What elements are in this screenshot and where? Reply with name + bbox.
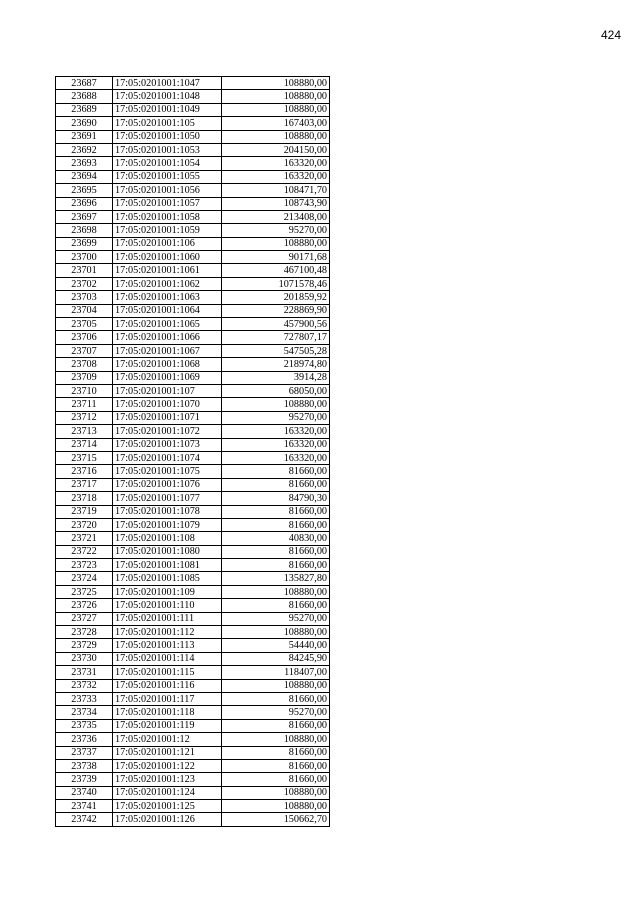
table-row bbox=[56, 304, 330, 317]
table-row bbox=[56, 532, 330, 545]
row-number-cell: 23708 bbox=[56, 358, 113, 371]
row-number-cell: 23693 bbox=[56, 157, 113, 170]
row-number-cell: 23692 bbox=[56, 143, 113, 156]
cadastral-number-cell: 17:05:0201001:117 bbox=[113, 692, 222, 705]
cadastral-number-cell: 17:05:0201001:107 bbox=[113, 384, 222, 397]
table-row bbox=[56, 773, 330, 786]
cadastral-value-cell: 81660,00 bbox=[222, 478, 330, 491]
cadastral-value-cell: 167403,00 bbox=[222, 117, 330, 130]
cadastral-value-cell: 108880,00 bbox=[222, 800, 330, 813]
cadastral-value-cell: 108880,00 bbox=[222, 733, 330, 746]
row-number-cell: 23742 bbox=[56, 813, 113, 826]
cadastral-number-cell: 17:05:0201001:1063 bbox=[113, 291, 222, 304]
table-body bbox=[56, 77, 330, 827]
cadastral-number-cell: 17:05:0201001:111 bbox=[113, 612, 222, 625]
cadastral-number-cell: 17:05:0201001:1061 bbox=[113, 264, 222, 277]
cadastral-number-cell: 17:05:0201001:110 bbox=[113, 599, 222, 612]
cadastral-value-cell: 3914,28 bbox=[222, 371, 330, 384]
cadastral-value-cell: 228869,90 bbox=[222, 304, 330, 317]
table-row bbox=[56, 170, 330, 183]
table-row bbox=[56, 197, 330, 210]
cadastral-number-cell: 17:05:0201001:118 bbox=[113, 706, 222, 719]
cadastral-number-cell: 17:05:0201001:115 bbox=[113, 666, 222, 679]
table-row bbox=[56, 612, 330, 625]
row-number-cell: 23705 bbox=[56, 318, 113, 331]
cadastral-number-cell: 17:05:0201001:1053 bbox=[113, 143, 222, 156]
row-number-cell: 23733 bbox=[56, 692, 113, 705]
cadastral-value-cell: 81660,00 bbox=[222, 559, 330, 572]
row-number-cell: 23703 bbox=[56, 291, 113, 304]
cadastral-number-cell: 17:05:0201001:116 bbox=[113, 679, 222, 692]
cadastral-value-cell: 84245,90 bbox=[222, 652, 330, 665]
table-row bbox=[56, 224, 330, 237]
row-number-cell: 23710 bbox=[56, 384, 113, 397]
row-number-cell: 23724 bbox=[56, 572, 113, 585]
cadastral-number-cell: 17:05:0201001:1054 bbox=[113, 157, 222, 170]
cadastral-value-cell: 218974,80 bbox=[222, 358, 330, 371]
row-number-cell: 23706 bbox=[56, 331, 113, 344]
row-number-cell: 23701 bbox=[56, 264, 113, 277]
row-number-cell: 23707 bbox=[56, 344, 113, 357]
table-row bbox=[56, 371, 330, 384]
cadastral-value-cell: 40830,00 bbox=[222, 532, 330, 545]
cadastral-value-cell: 163320,00 bbox=[222, 170, 330, 183]
cadastral-value-cell: 84790,30 bbox=[222, 492, 330, 505]
row-number-cell: 23716 bbox=[56, 465, 113, 478]
table-row bbox=[56, 344, 330, 357]
cadastral-number-cell: 17:05:0201001:1060 bbox=[113, 251, 222, 264]
row-number-cell: 23727 bbox=[56, 612, 113, 625]
cadastral-value-cell: 81660,00 bbox=[222, 599, 330, 612]
cadastral-value-cell: 163320,00 bbox=[222, 438, 330, 451]
cadastral-value-cell: 163320,00 bbox=[222, 157, 330, 170]
table-row bbox=[56, 465, 330, 478]
cadastral-number-cell: 17:05:0201001:106 bbox=[113, 237, 222, 250]
cadastral-number-cell: 17:05:0201001:121 bbox=[113, 746, 222, 759]
cadastral-value-cell: 108880,00 bbox=[222, 786, 330, 799]
cadastral-value-cell: 108880,00 bbox=[222, 237, 330, 250]
cadastral-value-cell: 108880,00 bbox=[222, 585, 330, 598]
cadastral-value-cell: 90171,68 bbox=[222, 251, 330, 264]
table-row bbox=[56, 157, 330, 170]
cadastral-number-cell: 17:05:0201001:126 bbox=[113, 813, 222, 826]
table-row bbox=[56, 759, 330, 772]
row-number-cell: 23729 bbox=[56, 639, 113, 652]
cadastral-value-cell: 68050,00 bbox=[222, 384, 330, 397]
cadastral-number-cell: 17:05:0201001:1080 bbox=[113, 545, 222, 558]
table-row bbox=[56, 438, 330, 451]
table-row bbox=[56, 291, 330, 304]
cadastral-number-cell: 17:05:0201001:1047 bbox=[113, 77, 222, 90]
cadastral-value-cell: 81660,00 bbox=[222, 759, 330, 772]
cadastral-value-cell: 547505,28 bbox=[222, 344, 330, 357]
row-number-cell: 23734 bbox=[56, 706, 113, 719]
table-row bbox=[56, 666, 330, 679]
cadastral-value-cell: 150662,70 bbox=[222, 813, 330, 826]
cadastral-number-cell: 17:05:0201001:1076 bbox=[113, 478, 222, 491]
table-row bbox=[56, 77, 330, 90]
cadastral-value-cell: 135827,80 bbox=[222, 572, 330, 585]
cadastral-number-cell: 17:05:0201001:1056 bbox=[113, 184, 222, 197]
table-row bbox=[56, 692, 330, 705]
table-row bbox=[56, 719, 330, 732]
table-row bbox=[56, 599, 330, 612]
table-row bbox=[56, 264, 330, 277]
row-number-cell: 23696 bbox=[56, 197, 113, 210]
table-row bbox=[56, 652, 330, 665]
table-row bbox=[56, 626, 330, 639]
cadastral-value-cell: 163320,00 bbox=[222, 451, 330, 464]
cadastral-number-cell: 17:05:0201001:1055 bbox=[113, 170, 222, 183]
cadastral-number-cell: 17:05:0201001:1062 bbox=[113, 277, 222, 290]
cadastral-number-cell: 17:05:0201001:1064 bbox=[113, 304, 222, 317]
cadastral-number-cell: 17:05:0201001:1081 bbox=[113, 559, 222, 572]
cadastral-number-cell: 17:05:0201001:122 bbox=[113, 759, 222, 772]
cadastral-number-cell: 17:05:0201001:1049 bbox=[113, 103, 222, 116]
table-row bbox=[56, 277, 330, 290]
table-row bbox=[56, 800, 330, 813]
cadastral-number-cell: 17:05:0201001:1068 bbox=[113, 358, 222, 371]
row-number-cell: 23719 bbox=[56, 505, 113, 518]
cadastral-value-cell: 1071578,46 bbox=[222, 277, 330, 290]
cadastral-number-cell: 17:05:0201001:1073 bbox=[113, 438, 222, 451]
table-row bbox=[56, 585, 330, 598]
table-row bbox=[56, 572, 330, 585]
row-number-cell: 23687 bbox=[56, 77, 113, 90]
cadastral-value-cell: 95270,00 bbox=[222, 224, 330, 237]
table-row bbox=[56, 746, 330, 759]
cadastral-value-cell: 81660,00 bbox=[222, 773, 330, 786]
table-row bbox=[56, 518, 330, 531]
table-row bbox=[56, 786, 330, 799]
table-row bbox=[56, 411, 330, 424]
cadastral-number-cell: 17:05:0201001:1074 bbox=[113, 451, 222, 464]
cadastral-value-cell: 81660,00 bbox=[222, 505, 330, 518]
table-row bbox=[56, 706, 330, 719]
row-number-cell: 23712 bbox=[56, 411, 113, 424]
table-row bbox=[56, 492, 330, 505]
cadastral-value-cell: 163320,00 bbox=[222, 425, 330, 438]
cadastral-number-cell: 17:05:0201001:1085 bbox=[113, 572, 222, 585]
cadastral-number-cell: 17:05:0201001:119 bbox=[113, 719, 222, 732]
cadastral-number-cell: 17:05:0201001:113 bbox=[113, 639, 222, 652]
cadastral-number-cell: 17:05:0201001:112 bbox=[113, 626, 222, 639]
cadastral-number-cell: 17:05:0201001:1067 bbox=[113, 344, 222, 357]
row-number-cell: 23741 bbox=[56, 800, 113, 813]
cadastral-number-cell: 17:05:0201001:1070 bbox=[113, 398, 222, 411]
row-number-cell: 23688 bbox=[56, 90, 113, 103]
row-number-cell: 23737 bbox=[56, 746, 113, 759]
row-number-cell: 23699 bbox=[56, 237, 113, 250]
table-row bbox=[56, 559, 330, 572]
cadastral-value-cell: 81660,00 bbox=[222, 692, 330, 705]
cadastral-value-cell: 201859,92 bbox=[222, 291, 330, 304]
cadastral-value-cell: 108471,70 bbox=[222, 184, 330, 197]
cadastral-value-cell: 108880,00 bbox=[222, 103, 330, 116]
cadastral-value-cell: 108880,00 bbox=[222, 90, 330, 103]
row-number-cell: 23691 bbox=[56, 130, 113, 143]
cadastral-value-cell: 95270,00 bbox=[222, 706, 330, 719]
cadastral-value-cell: 81660,00 bbox=[222, 465, 330, 478]
table-row bbox=[56, 813, 330, 826]
row-number-cell: 23740 bbox=[56, 786, 113, 799]
row-number-cell: 23736 bbox=[56, 733, 113, 746]
row-number-cell: 23717 bbox=[56, 478, 113, 491]
table-row bbox=[56, 318, 330, 331]
table-row bbox=[56, 130, 330, 143]
row-number-cell: 23718 bbox=[56, 492, 113, 505]
row-number-cell: 23735 bbox=[56, 719, 113, 732]
row-number-cell: 23720 bbox=[56, 518, 113, 531]
cadastral-value-cell: 213408,00 bbox=[222, 210, 330, 223]
cadastral-value-cell: 81660,00 bbox=[222, 518, 330, 531]
table-row bbox=[56, 398, 330, 411]
table-row bbox=[56, 505, 330, 518]
cadastral-number-cell: 17:05:0201001:1066 bbox=[113, 331, 222, 344]
cadastral-value-cell: 118407,00 bbox=[222, 666, 330, 679]
cadastral-value-cell: 204150,00 bbox=[222, 143, 330, 156]
row-number-cell: 23726 bbox=[56, 599, 113, 612]
cadastral-number-cell: 17:05:0201001:1050 bbox=[113, 130, 222, 143]
cadastral-number-cell: 17:05:0201001:1065 bbox=[113, 318, 222, 331]
table-row bbox=[56, 639, 330, 652]
cadastral-value-cell: 108880,00 bbox=[222, 398, 330, 411]
cadastral-number-cell: 17:05:0201001:1058 bbox=[113, 210, 222, 223]
cadastral-number-cell: 17:05:0201001:1075 bbox=[113, 465, 222, 478]
cadastral-number-cell: 17:05:0201001:125 bbox=[113, 800, 222, 813]
row-number-cell: 23711 bbox=[56, 398, 113, 411]
table-row bbox=[56, 103, 330, 116]
cadastral-value-cell: 457900,56 bbox=[222, 318, 330, 331]
row-number-cell: 23702 bbox=[56, 277, 113, 290]
cadastral-value-cell: 54440,00 bbox=[222, 639, 330, 652]
row-number-cell: 23714 bbox=[56, 438, 113, 451]
cadastral-number-cell: 17:05:0201001:123 bbox=[113, 773, 222, 786]
row-number-cell: 23732 bbox=[56, 679, 113, 692]
table-row bbox=[56, 384, 330, 397]
cadastral-value-cell: 81660,00 bbox=[222, 719, 330, 732]
cadastral-number-cell: 17:05:0201001:105 bbox=[113, 117, 222, 130]
cadastral-value-cell: 108880,00 bbox=[222, 626, 330, 639]
cadastral-number-cell: 17:05:0201001:1057 bbox=[113, 197, 222, 210]
row-number-cell: 23731 bbox=[56, 666, 113, 679]
table-row bbox=[56, 358, 330, 371]
row-number-cell: 23725 bbox=[56, 585, 113, 598]
cadastral-value-cell: 81660,00 bbox=[222, 746, 330, 759]
table-row bbox=[56, 331, 330, 344]
cadastral-number-cell: 17:05:0201001:1079 bbox=[113, 518, 222, 531]
row-number-cell: 23738 bbox=[56, 759, 113, 772]
table-row bbox=[56, 545, 330, 558]
cadastral-number-cell: 17:05:0201001:108 bbox=[113, 532, 222, 545]
cadastral-value-cell: 95270,00 bbox=[222, 612, 330, 625]
table-row bbox=[56, 251, 330, 264]
cadastral-value-cell: 108743,90 bbox=[222, 197, 330, 210]
table-row bbox=[56, 184, 330, 197]
cadastral-number-cell: 17:05:0201001:124 bbox=[113, 786, 222, 799]
cadastral-number-cell: 17:05:0201001:1071 bbox=[113, 411, 222, 424]
row-number-cell: 23739 bbox=[56, 773, 113, 786]
cadastral-number-cell: 17:05:0201001:1072 bbox=[113, 425, 222, 438]
row-number-cell: 23704 bbox=[56, 304, 113, 317]
cadastral-value-cell: 108880,00 bbox=[222, 77, 330, 90]
cadastral-number-cell: 17:05:0201001:1059 bbox=[113, 224, 222, 237]
row-number-cell: 23709 bbox=[56, 371, 113, 384]
table-row bbox=[56, 237, 330, 250]
cadastral-value-cell: 81660,00 bbox=[222, 545, 330, 558]
cadastral-value-cell: 727807,17 bbox=[222, 331, 330, 344]
row-number-cell: 23728 bbox=[56, 626, 113, 639]
cadastral-number-cell: 17:05:0201001:1078 bbox=[113, 505, 222, 518]
row-number-cell: 23690 bbox=[56, 117, 113, 130]
table-row bbox=[56, 733, 330, 746]
page-number: 424 bbox=[600, 28, 621, 42]
cadastral-number-cell: 17:05:0201001:1048 bbox=[113, 90, 222, 103]
cadastral-number-cell: 17:05:0201001:1077 bbox=[113, 492, 222, 505]
row-number-cell: 23700 bbox=[56, 251, 113, 264]
cadastral-number-cell: 17:05:0201001:114 bbox=[113, 652, 222, 665]
cadastral-value-table bbox=[55, 76, 330, 827]
cadastral-number-cell: 17:05:0201001:12 bbox=[113, 733, 222, 746]
row-number-cell: 23723 bbox=[56, 559, 113, 572]
row-number-cell: 23694 bbox=[56, 170, 113, 183]
row-number-cell: 23721 bbox=[56, 532, 113, 545]
table-row bbox=[56, 90, 330, 103]
table-row bbox=[56, 117, 330, 130]
cadastral-value-cell: 108880,00 bbox=[222, 130, 330, 143]
table-row bbox=[56, 679, 330, 692]
row-number-cell: 23697 bbox=[56, 210, 113, 223]
row-number-cell: 23695 bbox=[56, 184, 113, 197]
table-row bbox=[56, 451, 330, 464]
row-number-cell: 23698 bbox=[56, 224, 113, 237]
row-number-cell: 23689 bbox=[56, 103, 113, 116]
row-number-cell: 23713 bbox=[56, 425, 113, 438]
row-number-cell: 23715 bbox=[56, 451, 113, 464]
table-row bbox=[56, 425, 330, 438]
row-number-cell: 23722 bbox=[56, 545, 113, 558]
table-row bbox=[56, 210, 330, 223]
row-number-cell: 23730 bbox=[56, 652, 113, 665]
cadastral-number-cell: 17:05:0201001:109 bbox=[113, 585, 222, 598]
table-row bbox=[56, 478, 330, 491]
cadastral-value-cell: 467100,48 bbox=[222, 264, 330, 277]
cadastral-number-cell: 17:05:0201001:1069 bbox=[113, 371, 222, 384]
cadastral-value-cell: 95270,00 bbox=[222, 411, 330, 424]
table-row bbox=[56, 143, 330, 156]
cadastral-value-cell: 108880,00 bbox=[222, 679, 330, 692]
